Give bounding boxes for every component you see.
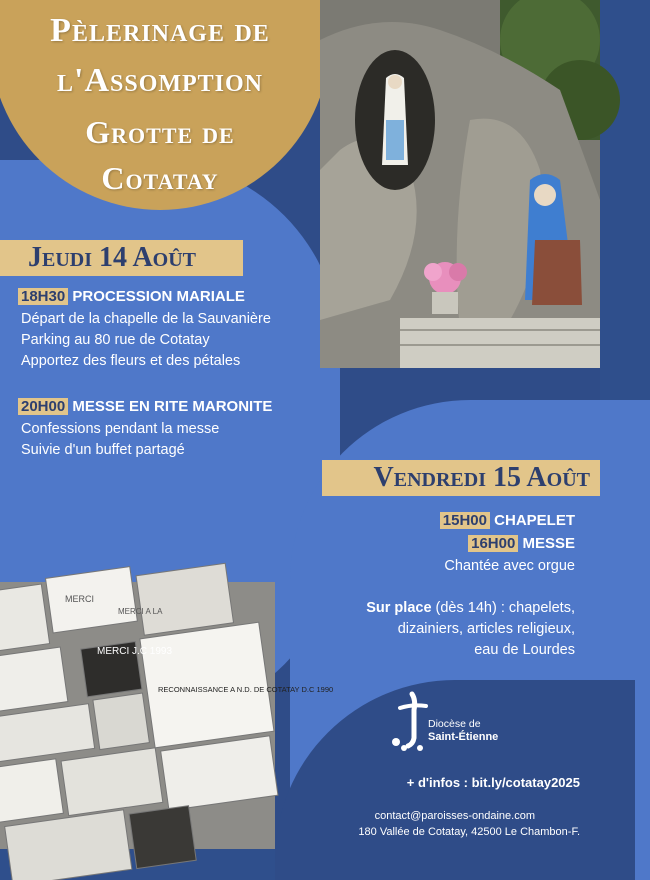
title-line-4: Cotatay xyxy=(101,160,219,196)
event-title: MESSE xyxy=(522,535,575,552)
event-time: 20H00 xyxy=(18,398,68,415)
day2-events xyxy=(300,512,575,574)
contact-address: 180 Vallée de Cotatay, 42500 Le Chambon-F. xyxy=(358,826,580,838)
day1-event-1 xyxy=(18,288,328,369)
onsite-info xyxy=(300,600,575,658)
day1-event-2 xyxy=(18,398,338,458)
event-title: CHAPELET xyxy=(494,512,575,529)
event-title: MESSE EN RITE MARONITE xyxy=(72,398,273,415)
logo-line-1: Diocèse de xyxy=(428,718,481,730)
plaques-illustration xyxy=(0,582,334,849)
diocese-logo xyxy=(390,692,520,752)
title-line-1: Pèlerinage de xyxy=(50,12,270,49)
onsite-detail: eau de Lourdes xyxy=(474,642,575,658)
info-link[interactable]: + d'infos : bit.ly/cotatay2025 xyxy=(406,775,580,790)
title-line-3: Grotte de xyxy=(85,114,235,150)
plaque-merci: MERCI xyxy=(65,594,94,604)
event-time: 16H00 xyxy=(468,535,518,552)
event-time: 18H30 xyxy=(18,288,68,305)
cross-logo-icon xyxy=(390,692,430,752)
title-line-2: l'Assomption xyxy=(56,62,264,99)
day2-banner: Vendredi 15 Août xyxy=(322,460,600,496)
plaque-merci-jc: MERCI J.C 1993 xyxy=(97,646,173,657)
grotto-illustration xyxy=(320,0,600,368)
event-detail: Apportez des fleurs et des pétales xyxy=(21,353,241,369)
plaque-reconnaissance: RECONNAISSANCE A N.D. DE COTATAY D.C 1990 xyxy=(158,685,334,694)
onsite-detail: dizainiers, articles religieux, xyxy=(397,621,575,637)
plaque-merci-a-la: MERCI A LA xyxy=(118,607,163,616)
day1-banner: Jeudi 14 Août xyxy=(0,240,243,276)
onsite-label: Sur place xyxy=(366,600,432,616)
contact-email[interactable]: contact@paroisses-ondaine.com xyxy=(374,810,535,822)
event-title: PROCESSION MARIALE xyxy=(72,288,245,305)
event-detail: Confessions pendant la messe xyxy=(21,421,220,437)
logo-line-2: Saint-Étienne xyxy=(428,731,499,743)
plaques-photo xyxy=(0,582,334,849)
event-time: 15H00 xyxy=(440,512,490,529)
event-detail: Parking au 80 rue de Cotatay xyxy=(21,332,210,348)
grotto-photo xyxy=(320,0,600,368)
event-detail: Départ de la chapelle de la Sauvanière xyxy=(21,311,271,327)
event-detail: Suivie d'un buffet partagé xyxy=(21,442,185,458)
event-note: Chantée avec orgue xyxy=(444,558,575,574)
onsite-detail: (dès 14h) : chapelets, xyxy=(431,600,575,616)
